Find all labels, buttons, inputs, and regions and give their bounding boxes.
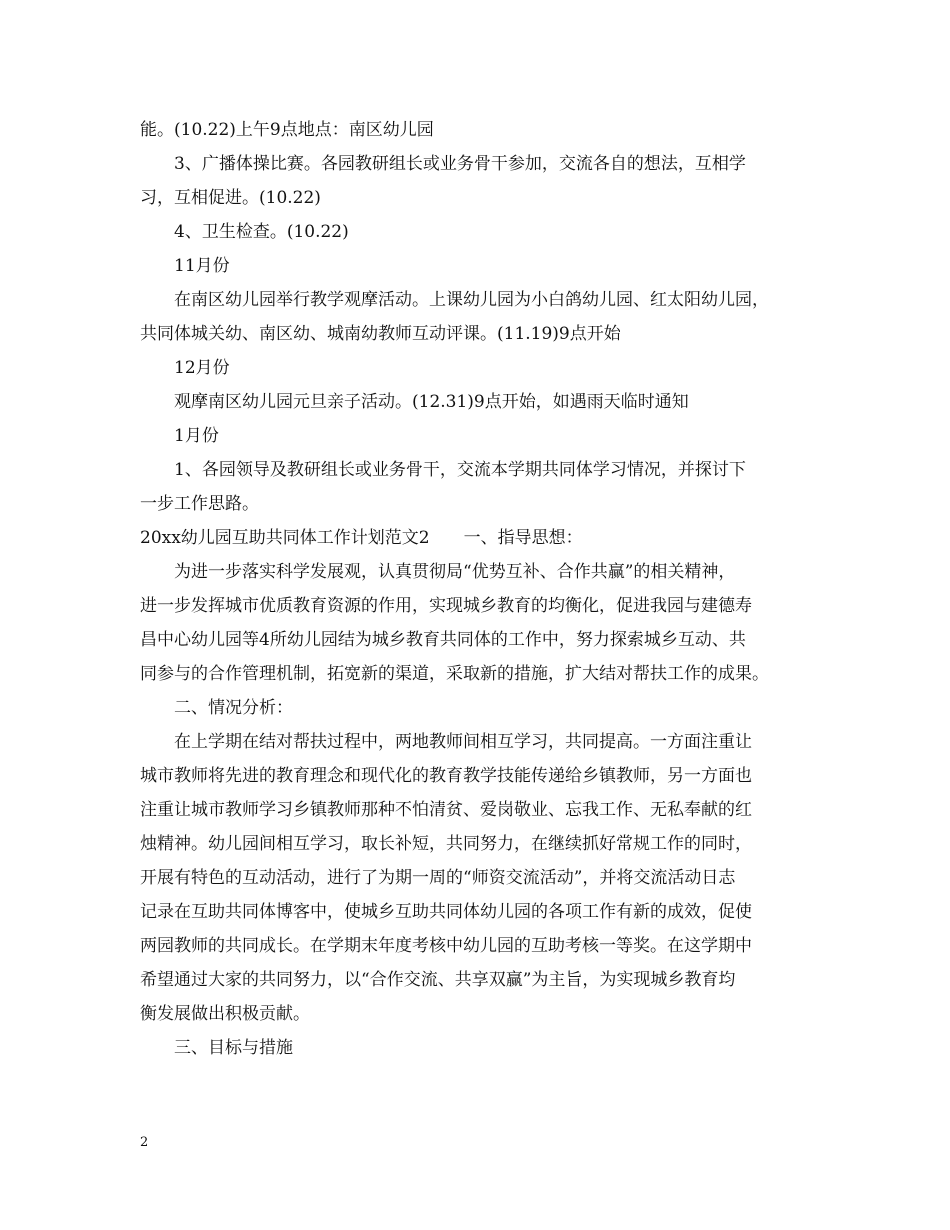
section-subtitle: 一、指导思想：	[463, 528, 583, 548]
text-line: 4、卫生检查。(10.22)	[174, 222, 349, 242]
text-line: 昌中心幼儿园等4所幼儿园结为城乡教育共同体的工作中，努力探索城乡互动、共	[140, 630, 746, 650]
text-line: 开展有特色的互动活动，进行了为期一周的“师资交流活动”，并将交流活动日志	[140, 868, 736, 888]
section-title: 20xx幼儿园互助共同体工作计划范文2	[140, 528, 430, 548]
document-body	[140, 113, 820, 1065]
text-line: 希望通过大家的共同努力，以“合作交流、共享双赢”为主旨，为实现城乡教育均	[140, 970, 736, 990]
page-number: 2	[140, 1135, 149, 1150]
text-line: 在南区幼儿园举行教学观摩活动。上课幼儿园为小白鸽幼儿园、红太阳幼儿园，	[174, 290, 769, 310]
month-heading: 12月份	[174, 358, 230, 378]
text-line: 烛精神。幼儿园间相互学习，取长补短，共同努力，在继续抓好常规工作的同时，	[140, 834, 752, 854]
text-line: 在上学期在结对帮扶过程中，两地教师间相互学习，共同提高。一方面注重让	[174, 732, 752, 752]
text-line: 能。(10.22)上午9点地点：南区幼儿园	[140, 120, 434, 140]
text-line: 注重让城市教师学习乡镇教师那种不怕清贫、爱岗敬业、忘我工作、无私奉献的红	[140, 800, 752, 820]
text-line: 1、各园领导及教研组长或业务骨干，交流本学期共同体学习情况，并探讨下	[174, 460, 746, 480]
subsection-heading: 三、目标与措施	[174, 1038, 293, 1058]
text-line: 两园教师的共同成长。在学期末年度考核中幼儿园的互助考核一等奖。在这学期中	[140, 936, 752, 956]
text-line: 同参与的合作管理机制，拓宽新的渠道，采取新的措施，扩大结对帮扶工作的成果。	[140, 664, 769, 684]
text-line: 3、广播体操比赛。各园教研组长或业务骨干参加，交流各自的想法，互相学	[174, 154, 746, 174]
text-line: 进一步发挥城市优质教育资源的作用，实现城乡教育的均衡化，促进我园与建德寿	[140, 596, 752, 616]
text-line: 共同体城关幼、南区幼、城南幼教师互动评课。(11.19)9点开始	[140, 324, 621, 344]
text-line: 观摩南区幼儿园元旦亲子活动。(12.31)9点开始，如遇雨天临时通知	[174, 392, 689, 412]
text-line: 一步工作思路。	[140, 494, 259, 514]
subsection-heading: 二、情况分析：	[174, 698, 293, 718]
month-heading: 1月份	[174, 426, 219, 446]
text-line: 为进一步落实科学发展观，认真贯彻局“优势互补、合作共赢”的相关精神，	[174, 562, 736, 582]
text-line: 城市教师将先进的教育理念和现代化的教育教学技能传递给乡镇教师，另一方面也	[140, 766, 752, 786]
month-heading: 11月份	[174, 256, 230, 276]
text-line: 习，互相促进。(10.22)	[140, 188, 321, 208]
text-line: 衡发展做出积极贡献。	[140, 1004, 310, 1024]
text-line: 记录在互助共同体博客中，使城乡互助共同体幼儿园的各项工作有新的成效，促使	[140, 902, 752, 922]
section-heading	[140, 521, 820, 555]
